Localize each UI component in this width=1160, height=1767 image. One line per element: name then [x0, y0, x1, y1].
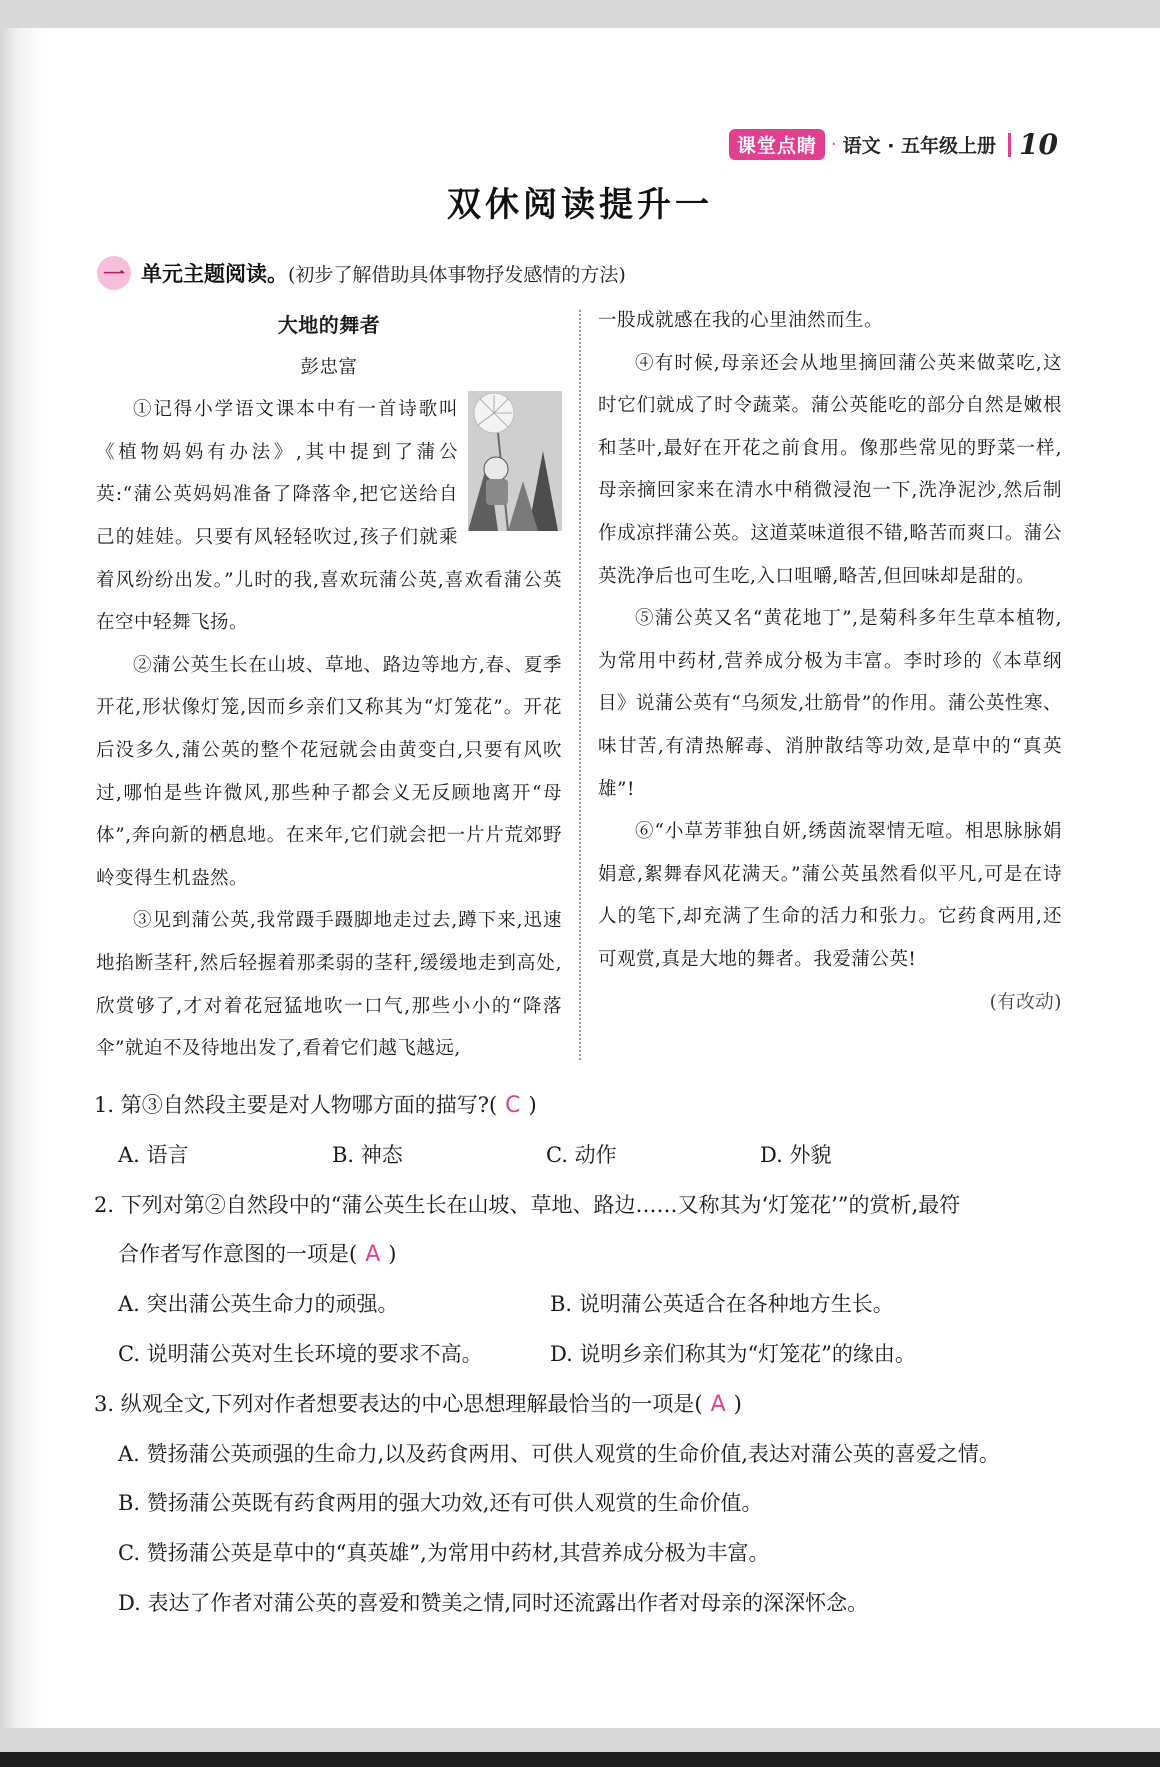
question-close: ) — [733, 1391, 742, 1416]
question-stem: 3. 纵观全文,下列对作者想要表达的中心思想理解最恰当的一项是( — [94, 1391, 703, 1416]
article-author: 彭忠富 — [300, 356, 358, 378]
option-c: C. 赞扬蒲公英是草中的“真英雄”,为常用中药材,其营养成分极为丰富。 — [118, 1541, 770, 1566]
separator-dot: · — [830, 134, 837, 155]
article-title: 大地的舞者 — [277, 313, 381, 337]
article-left-column — [96, 304, 562, 1071]
option-d: D. 说明乡亲们称其为“灯笼花”的缘由。 — [550, 1341, 916, 1366]
option-a: A. 赞扬蒲公英顽强的生命力,以及药食两用、可供人观赏的生命价值,表达对蒲公英的喜爱之情。 — [118, 1441, 1000, 1466]
question-close: ) — [388, 1242, 397, 1267]
option-d: D. 表达了作者对蒲公英的喜爱和赞美之情,同时还流露出作者对母亲的深深怀念。 — [118, 1590, 869, 1615]
option-c: C. 动作 — [546, 1142, 617, 1167]
paragraph-3: ③见到蒲公英,我常蹑手蹑脚地走过去,蹲下来,迅速地掐断茎秆,然后轻握着那柔弱的茎秆,缓缓地走到高处,欣赏够了,才对着花冠猛地吹一口气,那些小小的“降落伞”就迫不及待地出发了,看着它们越飞越远, — [96, 910, 562, 1060]
question-1 — [94, 1081, 1074, 1181]
question-close: ) — [528, 1093, 537, 1117]
page-title: 双休阅读提升一 — [447, 185, 713, 225]
paragraph-5: ⑤蒲公英又名“黄花地丁”,是菊科多年生草本植物,为常用中药材,营养成分极为丰富。李时珍的《本草纲目》说蒲公英有“乌须发,壮筋骨”的作用。蒲公英性寒、味甘苦,有清热解毒、消肿散结等功效,是草中的“真英雄”! — [598, 608, 1062, 800]
paragraph-3-continued: 一股成就感在我的心里油然而生。 — [598, 310, 884, 331]
option-b: B. 说明蒲公英适合在各种地方生长。 — [550, 1292, 894, 1317]
question-3 — [94, 1380, 1074, 1629]
answer-mark: A — [710, 1391, 726, 1417]
section-title: 单元主题阅读。 — [141, 262, 288, 286]
question-stem: 1. 第③自然段主要是对人物哪方面的描写?( — [94, 1093, 498, 1117]
source-note: (有改动) — [989, 991, 1062, 1013]
page-header — [729, 128, 1058, 161]
paragraph-1: ①记得小学语文课本中有一首诗歌叫《植物妈妈有办法》,其中提到了蒲公英:“蒲公英妈妈准备了降落伞,把它送给自己的娃娃。只要有风轻轻吹过,孩子们就乘着风纷纷出发。”儿时的我,喜欢玩蒲公英,喜欢看蒲公英在空中轻舞飞扬。 — [96, 399, 562, 634]
section-number-badge: 一 — [97, 256, 131, 290]
question-stem: 2. 下列对第②自然段中的“蒲公英生长在山坡、草地、路边……又称其为‘灯笼花’”的赏析,最符 — [94, 1192, 961, 1217]
options-row-1 — [94, 1280, 1074, 1330]
answer-mark: A — [365, 1242, 381, 1268]
option-a: A. 语言 — [118, 1142, 189, 1167]
paragraph-2: ②蒲公英生长在山坡、草地、路边等地方,春、夏季开花,形状像灯笼,因而乡亲们又称其为“灯笼花”。开花后没多久,蒲公英的整个花冠就会由黄变白,只要有风吹过,哪怕是些许微风,那些种子都会义无反顾地离开“母体”,奔向新的栖息地。在来年,它们就会把一片片荒郊野岭变得生机盎然。 — [96, 654, 562, 889]
option-a: A. 突出蒲公英生命力的顽强。 — [118, 1292, 399, 1317]
paragraph-6: ⑥“小草芳菲独自妍,绣茵流翠情无喧。相思脉脉娟娟意,絮舞春风花满天。”蒲公英虽然看似平凡,可是在诗人的笔下,却充满了生命的活力和张力。它药食两用,还可观赏,真是大地的舞者。我爱蒲公英! — [598, 821, 1062, 970]
bottom-bar — [0, 1752, 1160, 1767]
question-stem-continued: 合作者写作意图的一项是( — [118, 1242, 358, 1267]
header-divider — [1008, 133, 1011, 157]
option-d: D. 外貌 — [760, 1142, 832, 1167]
options — [94, 1131, 1074, 1181]
section-note: (初步了解借助具体事物抒发感情的方法) — [288, 263, 626, 286]
subject-grade: 语文 · 五年级上册 — [842, 135, 997, 157]
section-heading — [97, 256, 626, 290]
option-b: B. 赞扬蒲公英既有药食两用的强大功效,还有可供人观赏的生命价值。 — [118, 1491, 763, 1516]
question-2 — [94, 1181, 1074, 1380]
article-right-column — [598, 300, 1062, 1024]
option-c: C. 说明蒲公英对生长环境的要求不高。 — [118, 1341, 483, 1366]
questions — [94, 1081, 1074, 1629]
options-row-2 — [94, 1330, 1074, 1380]
series-badge: 课堂点睛 — [729, 129, 825, 160]
column-divider — [579, 310, 581, 1060]
paragraph-4: ④有时候,母亲还会从地里摘回蒲公英来做菜吃,这时它们就成了时令蔬菜。蒲公英能吃的部分自然是嫩根和茎叶,最好在开花之前食用。像那些常见的野菜一样,母亲摘回家来在清水中稍微浸泡一下,洗净泥沙,然后制作成凉拌蒲公英。这道菜味道很不错,略苦而爽口。蒲公英洗净后也可生吃,入口咀嚼,略苦,但回味却是甜的。 — [598, 352, 1062, 587]
dandelion-illustration — [468, 391, 562, 531]
option-b: B. 神态 — [332, 1142, 403, 1167]
page-number: 10 — [1019, 128, 1058, 161]
answer-mark: C — [505, 1093, 521, 1118]
